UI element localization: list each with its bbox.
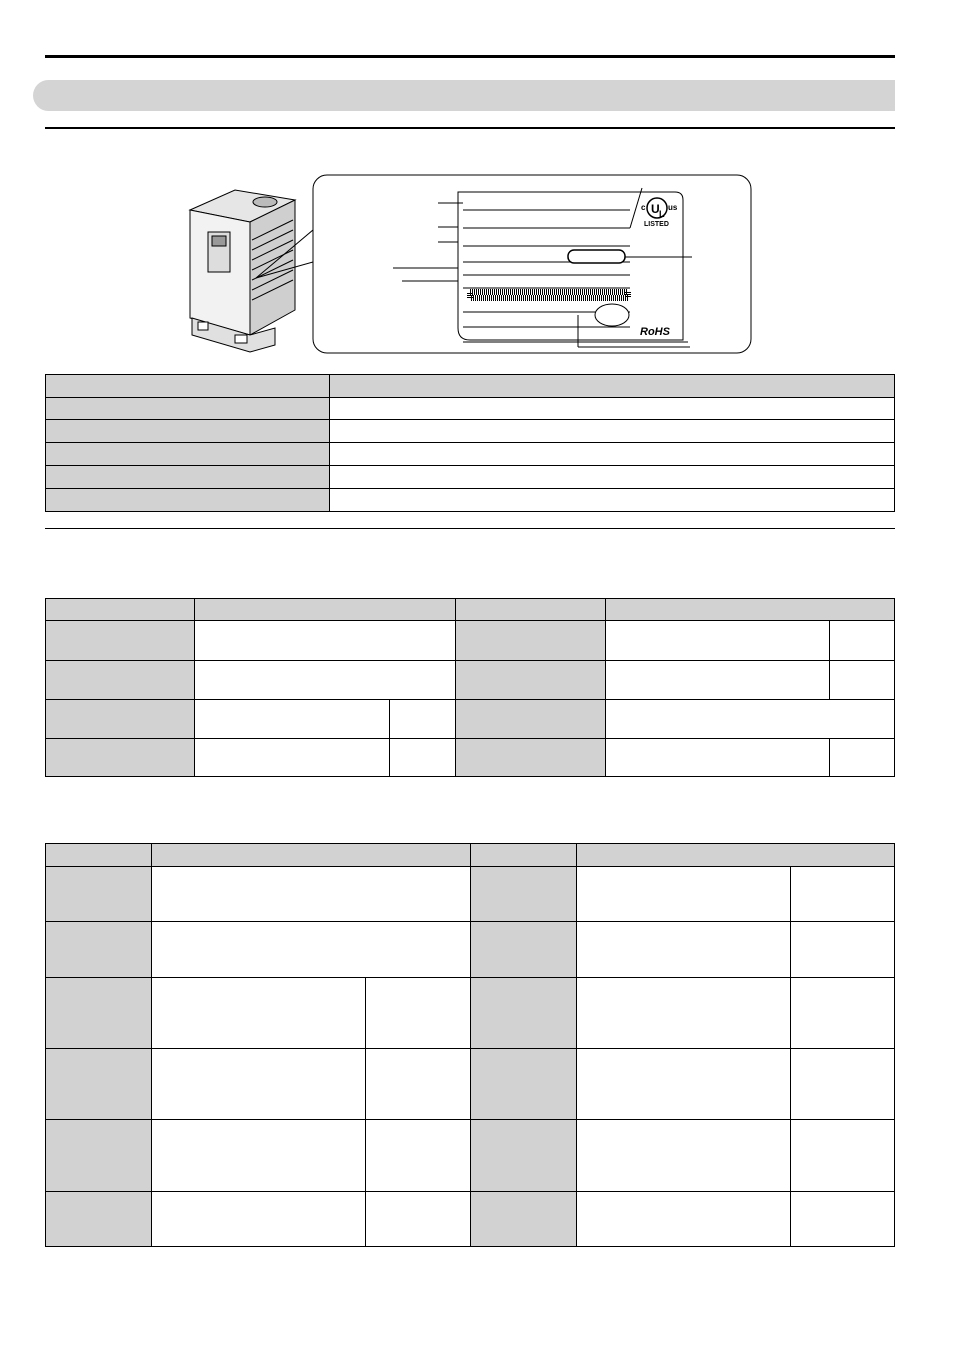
- table-row: [45, 465, 330, 489]
- section-rule: [45, 127, 895, 129]
- table-row: [576, 921, 791, 978]
- table-row: [790, 1119, 895, 1192]
- table-row: [365, 1119, 471, 1192]
- table-row: [605, 699, 895, 739]
- table1-header-1: [45, 374, 330, 398]
- table-row: [45, 488, 330, 512]
- table-row: [470, 1048, 577, 1120]
- table-row: [151, 866, 471, 922]
- rohs-label: RoHS: [640, 326, 670, 338]
- table-row: [829, 738, 895, 777]
- table3-header-3: [470, 843, 577, 867]
- table-row: [151, 1119, 366, 1192]
- table-row: [790, 977, 895, 1049]
- table-row: [45, 1048, 152, 1120]
- table2-header-3: [455, 598, 606, 621]
- table-row: [365, 1048, 471, 1120]
- table-row: [470, 921, 577, 978]
- table-row: [455, 660, 606, 700]
- table-row: [455, 738, 606, 777]
- table3-header-1: [45, 843, 152, 867]
- table-row: [151, 977, 366, 1049]
- table-row: [576, 1191, 791, 1247]
- table-row: [45, 1119, 152, 1192]
- table-row: [45, 620, 195, 661]
- table-row: [389, 738, 456, 777]
- table2-header-2: [194, 598, 456, 621]
- table-row: [365, 977, 471, 1049]
- table-row: [455, 699, 606, 739]
- table-row: [194, 660, 456, 700]
- table-row: [45, 660, 195, 700]
- table-row: [576, 977, 791, 1049]
- table-row: [790, 866, 895, 922]
- ul-us-label: us: [668, 203, 678, 212]
- table-row: [829, 620, 895, 661]
- table-row: [576, 1119, 791, 1192]
- table-row: [45, 921, 152, 978]
- top-rule: [45, 55, 895, 58]
- table-row: [329, 419, 895, 443]
- ul-listed-label: LISTED: [644, 221, 669, 228]
- table-row: [329, 397, 895, 420]
- table-row: [194, 699, 390, 739]
- table-row: [790, 921, 895, 978]
- table-row: [365, 1191, 471, 1247]
- table2-header-4: [605, 598, 895, 621]
- table-row: [576, 866, 791, 922]
- table-row: [790, 1048, 895, 1120]
- table-row: [45, 442, 330, 466]
- table-row: [329, 465, 895, 489]
- section-banner: [33, 80, 895, 111]
- table-row: [45, 866, 152, 922]
- table-row: [151, 1048, 366, 1120]
- table-row: [470, 1119, 577, 1192]
- table-row: [829, 660, 895, 700]
- table-row: [470, 1191, 577, 1247]
- ul-c-label: c: [641, 203, 646, 212]
- svg-text:U: U: [651, 202, 660, 216]
- table-row: [470, 977, 577, 1049]
- table-row: [151, 921, 471, 978]
- figure-nameplate: [180, 170, 760, 362]
- table-row: [329, 488, 895, 512]
- table-row: [45, 977, 152, 1049]
- svg-text:L: L: [659, 209, 665, 219]
- table-row: [605, 660, 830, 700]
- table-row: [470, 866, 577, 922]
- table2-header-1: [45, 598, 195, 621]
- table3-header-4: [576, 843, 895, 867]
- table-row: [45, 738, 195, 777]
- section-rule-2: [45, 528, 895, 529]
- table3-header-2: [151, 843, 471, 867]
- table-row: [329, 442, 895, 466]
- table-row: [389, 699, 456, 739]
- table-row: [576, 1048, 791, 1120]
- table-row: [605, 738, 830, 777]
- table-row: [790, 1191, 895, 1247]
- table1-header-2: [329, 374, 895, 398]
- table-row: [45, 397, 330, 420]
- table-row: [151, 1191, 366, 1247]
- table-row: [45, 1191, 152, 1247]
- table-row: [605, 620, 830, 661]
- table-row: [455, 620, 606, 661]
- table-row: [45, 699, 195, 739]
- table-row: [45, 419, 330, 443]
- table-row: [194, 738, 390, 777]
- table-row: [194, 620, 456, 661]
